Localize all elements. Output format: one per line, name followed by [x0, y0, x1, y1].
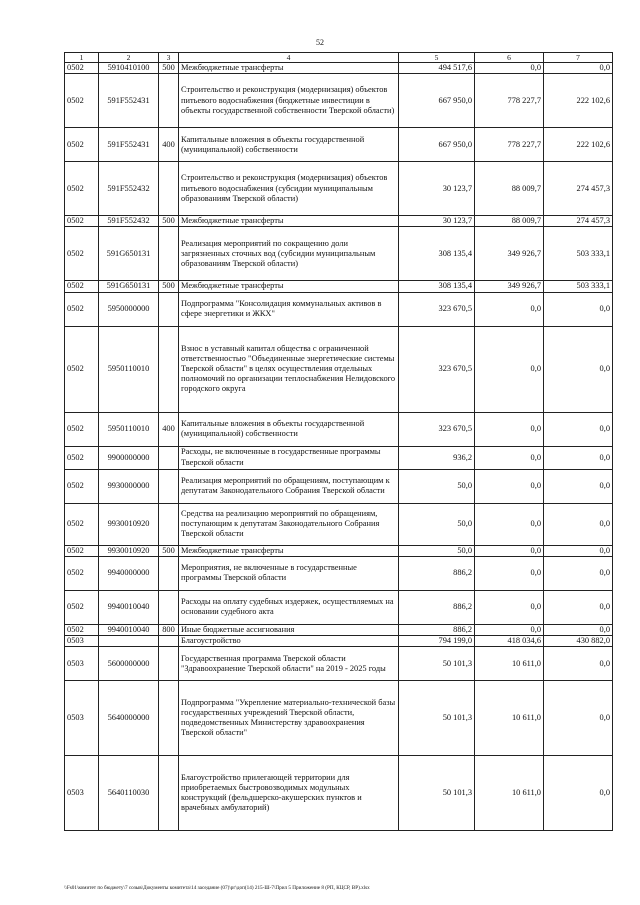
table-cell: 50 101,3 — [399, 681, 475, 756]
table-cell: 0,0 — [475, 469, 544, 503]
table-cell: 0,0 — [544, 647, 613, 681]
table-cell: Строительство и реконструкция (модернизация) объектов питьевого водоснабжения (субсидии муниципальным образованиям Тверской области) — [179, 162, 399, 216]
table-cell: 323 670,5 — [399, 292, 475, 326]
table-cell: 5950000000 — [99, 292, 159, 326]
table-cell: 274 457,3 — [544, 216, 613, 227]
table-cell — [159, 74, 179, 128]
table-row — [65, 681, 613, 756]
table-row — [65, 503, 613, 545]
table-cell: 0,0 — [475, 446, 544, 469]
table-cell: Мероприятия, не включенные в государственные программы Тверской области — [179, 556, 399, 590]
table-cell: 9940010040 — [99, 590, 159, 624]
table-cell: 9930010920 — [99, 503, 159, 545]
table-cell: 0502 — [65, 216, 99, 227]
table-cell: 5640000000 — [99, 681, 159, 756]
table-cell: 5950110010 — [99, 412, 159, 446]
table-row — [65, 227, 613, 281]
table-cell: 9940000000 — [99, 556, 159, 590]
table-row — [65, 63, 613, 74]
table-cell: 0502 — [65, 227, 99, 281]
table-cell: 794 199,0 — [399, 636, 475, 647]
table-cell: 591F552431 — [99, 74, 159, 128]
table-row — [65, 636, 613, 647]
table-cell: 308 135,4 — [399, 227, 475, 281]
header-row — [65, 53, 613, 63]
table-row — [65, 556, 613, 590]
table-cell: 503 333,1 — [544, 227, 613, 281]
table-cell: 0502 — [65, 503, 99, 545]
table-cell: Межбюджетные трансферты — [179, 281, 399, 292]
table-cell: 0,0 — [544, 469, 613, 503]
table-cell: 0502 — [65, 624, 99, 635]
table-cell: 591F552432 — [99, 162, 159, 216]
table-cell: 0,0 — [475, 412, 544, 446]
page-number: 52 — [316, 38, 324, 47]
table-cell: 418 034,6 — [475, 636, 544, 647]
table-cell: 0,0 — [475, 503, 544, 545]
table-row — [65, 469, 613, 503]
table-cell: 0502 — [65, 162, 99, 216]
table-cell: 0502 — [65, 556, 99, 590]
table-cell: 0,0 — [475, 292, 544, 326]
table-cell: 400 — [159, 412, 179, 446]
table-cell: 886,2 — [399, 556, 475, 590]
col-header: 2 — [99, 53, 159, 63]
table-cell: 10 611,0 — [475, 756, 544, 831]
table-cell: 0502 — [65, 412, 99, 446]
table-cell: 0,0 — [544, 292, 613, 326]
table-cell: Подпрограмма "Консолидация коммунальных активов в сфере энергетики и ЖКХ" — [179, 292, 399, 326]
table-cell: Межбюджетные трансферты — [179, 63, 399, 74]
col-header: 4 — [179, 53, 399, 63]
table-cell: 886,2 — [399, 590, 475, 624]
table-cell — [159, 446, 179, 469]
table-cell: 0503 — [65, 681, 99, 756]
table-cell: 0502 — [65, 292, 99, 326]
table-cell: 0,0 — [544, 326, 613, 412]
table-cell: 500 — [159, 63, 179, 74]
table-cell: Капитальные вложения в объекты государственной (муниципальной) собственности — [179, 128, 399, 162]
table-cell: 936,2 — [399, 446, 475, 469]
table-cell: 0502 — [65, 590, 99, 624]
table-cell: 0502 — [65, 281, 99, 292]
table-row — [65, 545, 613, 556]
table-cell — [159, 647, 179, 681]
table-cell: Подпрограмма "Укрепление материально-технической базы государственных учреждений Тверской области, подведомственных Министерству здравоохранения Тверской области" — [179, 681, 399, 756]
table-cell: 0,0 — [544, 590, 613, 624]
table-cell: Взнос в уставный капитал общества с ограниченной ответственностью "Объединенные энергетические системы Тверской области" в целях осуществления отдельных полномочий по организации теплоснабжения Нелидовского городского округа — [179, 326, 399, 412]
table-cell: 50,0 — [399, 503, 475, 545]
table-cell: 5600000000 — [99, 647, 159, 681]
table-cell: 0502 — [65, 545, 99, 556]
table-cell: 0,0 — [544, 556, 613, 590]
table-cell: 9930000000 — [99, 469, 159, 503]
table-cell: 0,0 — [544, 503, 613, 545]
table-cell: 0,0 — [475, 590, 544, 624]
table-cell: 30 123,7 — [399, 162, 475, 216]
table-cell: Средства на реализацию мероприятий по обращениям, поступающим к депутатам Законодательного Собрания Тверской области — [179, 503, 399, 545]
table-cell — [159, 556, 179, 590]
table-row — [65, 162, 613, 216]
table-row — [65, 590, 613, 624]
table-cell — [159, 756, 179, 831]
table-cell: Иные бюджетные ассигнования — [179, 624, 399, 635]
table-cell: 349 926,7 — [475, 281, 544, 292]
table-cell: 500 — [159, 216, 179, 227]
table-cell: 500 — [159, 281, 179, 292]
table-cell: 400 — [159, 128, 179, 162]
table-cell: 667 950,0 — [399, 128, 475, 162]
budget-table — [64, 52, 613, 831]
table-row — [65, 624, 613, 635]
table-cell: 9940010040 — [99, 624, 159, 635]
table-cell: 778 227,7 — [475, 128, 544, 162]
table-cell: 222 102,6 — [544, 128, 613, 162]
table-cell — [99, 636, 159, 647]
table-cell: 30 123,7 — [399, 216, 475, 227]
table-cell: 0,0 — [544, 756, 613, 831]
table-cell: 800 — [159, 624, 179, 635]
table-cell: 9930010920 — [99, 545, 159, 556]
table-cell: 0502 — [65, 326, 99, 412]
table-cell: 10 611,0 — [475, 681, 544, 756]
table-cell: 0,0 — [475, 556, 544, 590]
table-cell: 0,0 — [544, 681, 613, 756]
table-cell: 0503 — [65, 647, 99, 681]
table-cell: 323 670,5 — [399, 326, 475, 412]
col-header: 7 — [544, 53, 613, 63]
table-cell: 0502 — [65, 74, 99, 128]
table-cell — [159, 292, 179, 326]
table-cell — [159, 326, 179, 412]
table-cell: Строительство и реконструкция (модернизация) объектов питьевого водоснабжения (бюджетные инвестиции в объекты государственной собственности Тверской области) — [179, 74, 399, 128]
table-cell: Реализация мероприятий по сокращению доли загрязненных сточных вод (субсидии муниципальным образованиям Тверской области) — [179, 227, 399, 281]
table-cell: 430 882,0 — [544, 636, 613, 647]
table-cell: 88 009,7 — [475, 216, 544, 227]
table-cell: 500 — [159, 545, 179, 556]
table-cell: 0502 — [65, 63, 99, 74]
table-cell — [159, 681, 179, 756]
table-row — [65, 292, 613, 326]
table-cell: 591F552432 — [99, 216, 159, 227]
table-cell: 0502 — [65, 128, 99, 162]
col-header: 1 — [65, 53, 99, 63]
table-cell: 591G650131 — [99, 281, 159, 292]
table-cell: 667 950,0 — [399, 74, 475, 128]
table-cell: 50,0 — [399, 469, 475, 503]
table-cell: 0,0 — [544, 624, 613, 635]
table-cell: 308 135,4 — [399, 281, 475, 292]
file-path-footer: \\Fs01\комитет по бюджету\7 созыв\Документы комитета\14 заседание (07)\рг\доп(14) 215-Ш-7\Прил 5 Приложение 8 (РП, КЦСР, ВР).xlsx — [64, 885, 370, 891]
table-cell: Капитальные вложения в объекты государственной (муниципальной) собственности — [179, 412, 399, 446]
table-cell: 0503 — [65, 756, 99, 831]
col-header: 3 — [159, 53, 179, 63]
table-cell: 5950110010 — [99, 326, 159, 412]
table-row — [65, 128, 613, 162]
table-cell: Реализация мероприятий по обращениям, поступающим к депутатам Законодательного Собрания Тверской области — [179, 469, 399, 503]
table-cell: 591G650131 — [99, 227, 159, 281]
table-cell — [159, 469, 179, 503]
table-cell: Благоустройство прилегающей территории для приобретаемых быстровозводимых модульных конструкций (фельдшерско-акушерских пунктов и врачебных амбулаторий) — [179, 756, 399, 831]
table-cell — [159, 636, 179, 647]
table-cell: 9900000000 — [99, 446, 159, 469]
table-cell: 88 009,7 — [475, 162, 544, 216]
table-row — [65, 326, 613, 412]
table-cell: 323 670,5 — [399, 412, 475, 446]
table-cell: 0,0 — [544, 446, 613, 469]
table-cell: 0502 — [65, 446, 99, 469]
table-cell: Благоустройство — [179, 636, 399, 647]
table-cell: 0,0 — [475, 63, 544, 74]
table-cell: 0,0 — [475, 326, 544, 412]
table-cell: 778 227,7 — [475, 74, 544, 128]
table-row — [65, 281, 613, 292]
table-cell: 0,0 — [544, 412, 613, 446]
table-cell: Расходы, не включенные в государственные программы Тверской области — [179, 446, 399, 469]
table-cell — [159, 227, 179, 281]
table-cell: Расходы на оплату судебных издержек, осуществляемых на основании судебного акта — [179, 590, 399, 624]
table-cell: 50 101,3 — [399, 647, 475, 681]
table-cell: 0,0 — [544, 545, 613, 556]
table-cell: 0,0 — [544, 63, 613, 74]
table-row — [65, 446, 613, 469]
table-cell: 0503 — [65, 636, 99, 647]
table-cell — [159, 162, 179, 216]
table-cell: 5910410100 — [99, 63, 159, 74]
table-row — [65, 74, 613, 128]
table-cell: Государственная программа Тверской области "Здравоохранение Тверской области" на 2019 - 2025 годы — [179, 647, 399, 681]
table-cell: 10 611,0 — [475, 647, 544, 681]
table-cell: 274 457,3 — [544, 162, 613, 216]
table-row — [65, 412, 613, 446]
table-cell — [159, 590, 179, 624]
table-cell: 0502 — [65, 469, 99, 503]
table-cell: 222 102,6 — [544, 74, 613, 128]
table-cell: 349 926,7 — [475, 227, 544, 281]
table-row — [65, 216, 613, 227]
table-cell: 50 101,3 — [399, 756, 475, 831]
table-cell: 503 333,1 — [544, 281, 613, 292]
table-cell: 0,0 — [475, 545, 544, 556]
col-header: 5 — [399, 53, 475, 63]
table-cell: 0,0 — [475, 624, 544, 635]
table-cell: Межбюджетные трансферты — [179, 216, 399, 227]
table-cell — [159, 503, 179, 545]
col-header: 6 — [475, 53, 544, 63]
table-row — [65, 756, 613, 831]
table-row — [65, 647, 613, 681]
table-cell: 5640110030 — [99, 756, 159, 831]
table-cell: 494 517,6 — [399, 63, 475, 74]
table-cell: 886,2 — [399, 624, 475, 635]
table-cell: 50,0 — [399, 545, 475, 556]
table-cell: Межбюджетные трансферты — [179, 545, 399, 556]
table-cell: 591F552431 — [99, 128, 159, 162]
